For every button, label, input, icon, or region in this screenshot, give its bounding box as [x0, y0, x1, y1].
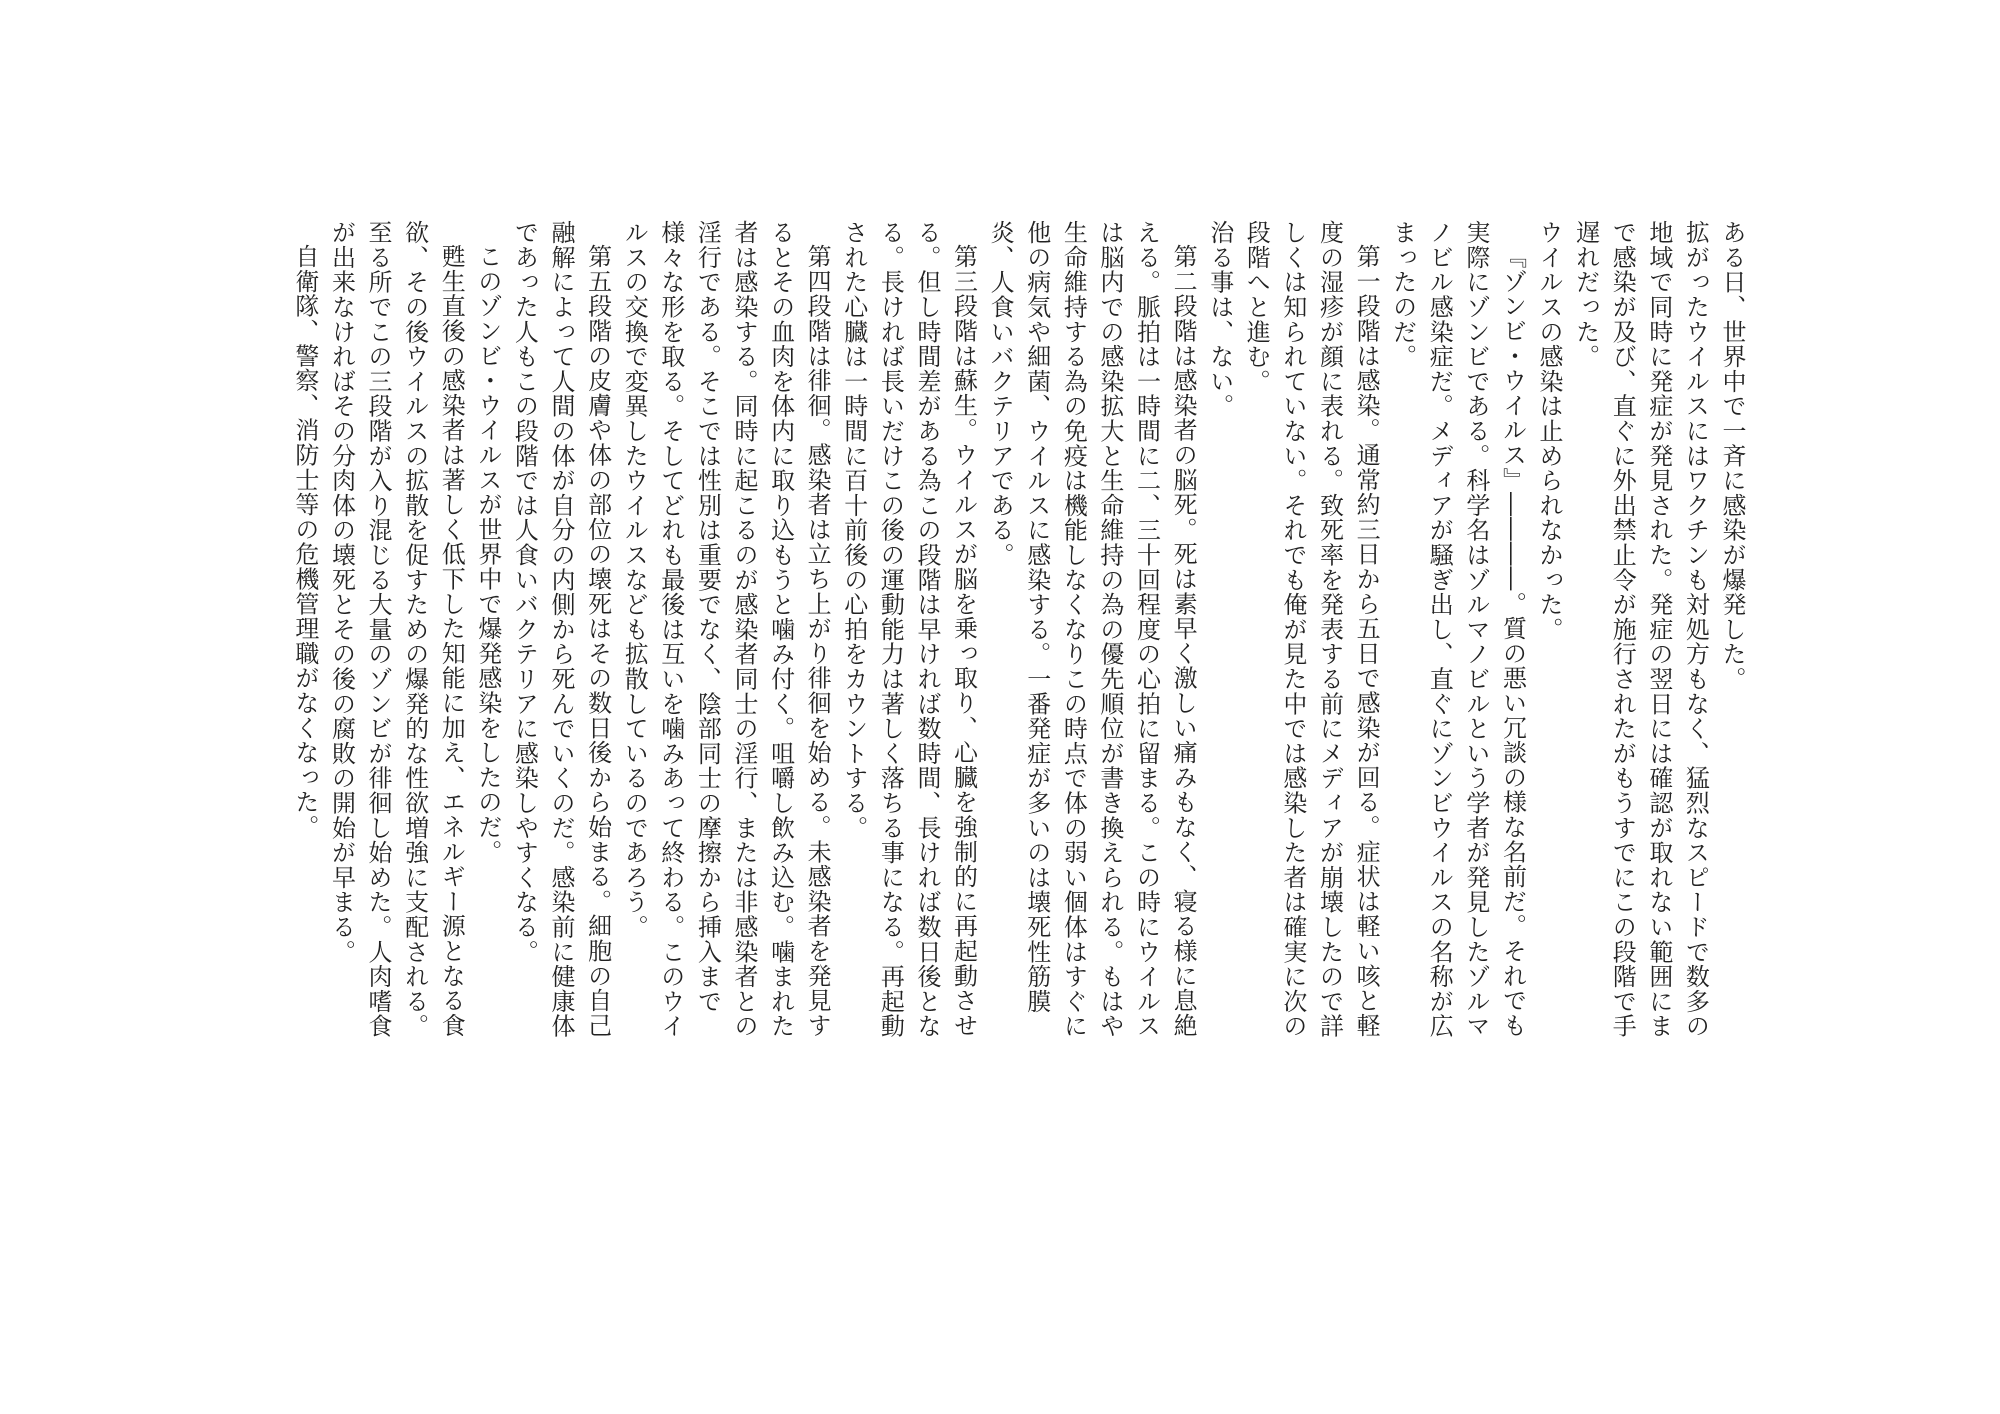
paragraph-13: 自衛隊、警察、消防士等の危機管理職がなくなった。 — [290, 244, 319, 840]
paragraph-2: 拡がったウイルスにはワクチンも対処方もなく、猛烈なスピードで数多の地域で同時に発症が発見された。発症の翌日には確認が取れない範囲にまで感染が及び、直ぐに外出禁止令が施行されたがもうすでにこの段階で手遅れだった。 — [1571, 220, 1710, 1039]
paragraph-9: 第四段階は徘徊。感染者は立ち上がり徘徊を始める。未感染者を発見するとその血肉を体内に取り込もうと噛み付く。咀嚼し飲み込む。噛まれた者は感染する。同時に起こるのが感染者同士の淫行、または非感染者との淫行である。そこでは性別は重要でなく、陰部同士の摩擦から挿入まで様々な形を取る。そしてどれも最後は互いを噛みあって終わる。このウイルスの交換で変異したウイルスなども拡散しているのであろう。 — [620, 220, 832, 1039]
paragraph-5: 第一段階は感染。通常約三日から五日で感染が回る。症状は軽い咳と軽度の湿疹が顔に表れる。致死率を発表する前にメディアが崩壊したので詳しくは知られていない。それでも俺が見た中では感染した者は確実に次の段階へと進む。 — [1242, 220, 1381, 1039]
paragraph-8: 第三段階は蘇生。ウイルスが脳を乗っ取り、心臓を強制的に再起動させる。但し時間差がある為この段階は早ければ数時間、長ければ数日後となる。長ければ長いだけこの後の運動能力は著しく落ちる事になる。再起動された心臓は一時間に百十前後の心拍をカウントする。 — [839, 220, 978, 1039]
paragraph-7: 第二段階は感染者の脳死。死は素早く激しい痛みもなく、寝る様に息絶える。脈拍は一時間に二、三十回程度の心拍に留まる。この時にウイルスは脳内での感染拡大と生命維持の為の優先順位が書き換えられる。もはや生命維持する為の免疫は機能しなくなりこの時点で体の弱い個体はすぐに他の病気や細菌、ウイルスに感染する。一番発症が多いのは壊死性筋膜炎、人食いバクテリアである。 — [986, 220, 1198, 1039]
paragraph-12: 甦生直後の感染者は著しく低下した知能に加え、エネルギー源となる食欲、その後ウイルスの拡散を促すための爆発的な性欲増強に支配される。至る所でこの三段階が入り混じる大量のゾンビが徘徊し始めた。人肉嗜食が出来なければその分肉体の壊死とその後の腐敗の開始が早まる。 — [327, 220, 466, 1039]
paragraph-10: 第五段階の皮膚や体の部位の壊死はその数日後から始まる。細胞の自己融解によって人間の体が自分の内側から死んでいくのだ。感染前に健康体であった人もこの段階では人食いバクテリアに感染しやすくなる。 — [510, 220, 612, 1039]
paragraph-3: ウイルスの感染は止められなかった。 — [1535, 220, 1564, 642]
paragraph-4: 『ゾンビ・ウイルス』――――。質の悪い冗談の様な名前だ。それでも実際にゾンビである。科学名はゾルマノビルという学者が発見したゾルマノビル感染症だ。メディアが騒ぎ出し、直ぐにゾンビウイルスの名称が広まったのだ。 — [1388, 220, 1527, 1039]
vertical-text-body — [230, 220, 1750, 1060]
paragraph-11: このゾンビ・ウイルスが世界中で爆発感染をしたのだ。 — [473, 244, 502, 864]
paragraph-1: ある日、世界中で一斉に感染が爆発した。 — [1718, 220, 1746, 692]
paragraph-6: 治る事は、ない。 — [1205, 220, 1234, 419]
